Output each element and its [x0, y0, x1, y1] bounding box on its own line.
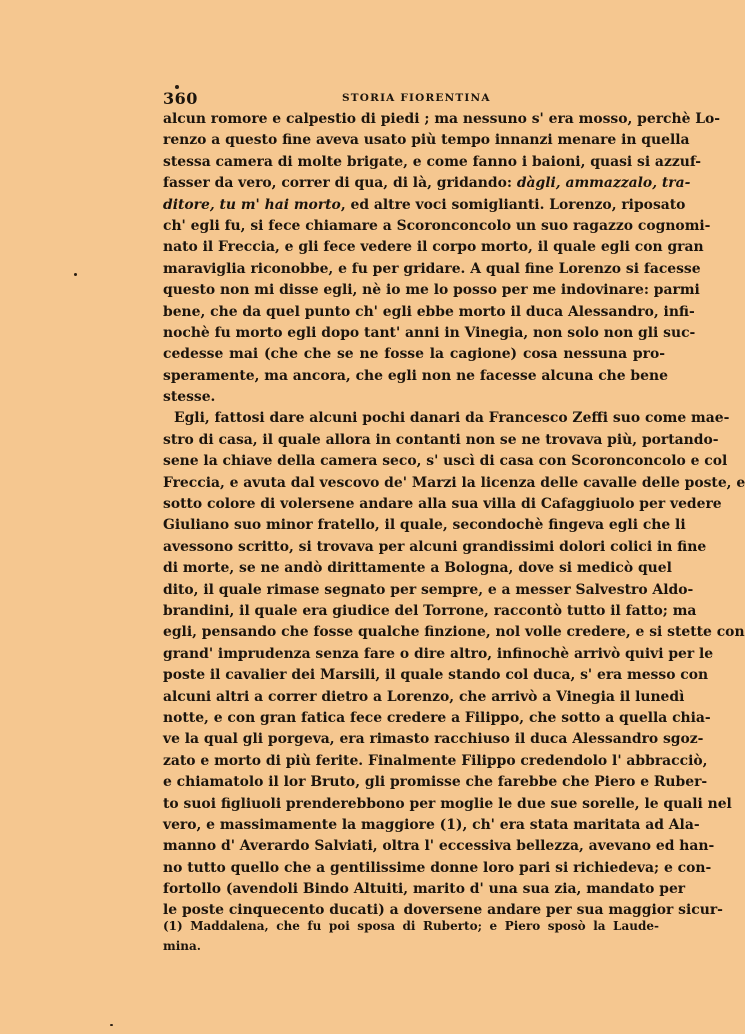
ink-speck [175, 85, 179, 89]
text-line: brandini, il quale era giudice del Torrone, raccontò tutto il fatto; ma [163, 602, 697, 619]
text-line: notte, e con gran fatica fece credere a Filippo, che sotto a quella chia- [163, 709, 711, 726]
text-line: no tutto quello che a gentilissime donne loro pari si richiedeva; e con- [163, 859, 712, 876]
running-head: STORIA FIORENTINA [342, 92, 491, 104]
page-header [163, 89, 664, 109]
text-line-content: ditore, tu m' hai morto, ed altre voci somiglianti. Lorenzo, riposato [163, 196, 686, 213]
text-line [163, 195, 686, 216]
text-line: e chiamatolo il lor Bruto, gli promisse che farebbe che Piero e Ruber- [163, 774, 708, 791]
text-line: sotto colore di volersene andare alla sua villa di Cafaggiuolo per vedere [163, 496, 722, 513]
text-line: stesse. [163, 389, 216, 406]
text-line: Giuliano suo minor fratello, il quale, secondochè fingeva egli che li [163, 517, 686, 534]
text-line: egli, pensando che fosse qualche finzione, nol volle credere, e si stette con [163, 624, 745, 641]
text-line: stessa camera di molte brigate, e come fanno i baioni, quasi si azzuf- [163, 153, 702, 170]
text-line: zato e morto di più ferite. Finalmente Filippo credendolo l' abbracciò, [163, 752, 708, 769]
ink-speck [74, 273, 77, 276]
ink-speck [110, 1024, 113, 1026]
text-line-roman: fasser da vero, correr di qua, di là, gridando: [163, 175, 517, 192]
text-line: dito, il quale rimase segnato per sempre, e a messer Salvestro Aldo- [163, 581, 694, 598]
text-line: manno d' Averardo Salviati, oltra l' eccessiva bellezza, avevano ed han- [163, 838, 715, 855]
text-line: cedesse mai (che che se ne fosse la cagione) cosa nessuna pro- [163, 346, 665, 363]
text-line: renzo a questo fine aveva usato più tempo innanzi menare in quella [163, 132, 690, 149]
text-line: speramente, ma ancora, che egli non ne facesse alcuna che bene [163, 367, 668, 384]
text-line: Freccia, e avuta dal vescovo de' Marzi la licenza delle cavalle delle poste, e [163, 474, 745, 491]
text-line: bene, che da quel punto ch' egli ebbe morto il duca Alessandro, infi- [163, 303, 695, 320]
text-line: alcun romore e calpestio di piedi ; ma nessuno s' era mosso, perchè Lo- [163, 111, 721, 127]
text-line: Egli, fattosi dare alcuni pochi danari da Francesco Zeffi suo come mae- [174, 410, 730, 427]
text-line: nochè fu morto egli dopo tant' anni in Vinegia, non solo non gli suc- [163, 324, 696, 341]
footnote-line: (1) Maddalena, che fu poi sposa di Ruberto; e Piero sposò la Laude- [163, 919, 659, 933]
text-line: grand' imprudenza senza fare o dire altro, infinochè arrivò quivi per le [163, 645, 714, 662]
text-line: ch' egli fu, si fece chiamare a Scoronconcolo un suo ragazzo cognomi- [163, 217, 711, 234]
text-line: ve la qual gli porgeva, era rimasto racchiuso il duca Alessandro sgoz- [163, 731, 704, 748]
footnote [163, 916, 659, 956]
text-line: nato il Freccia, e gli fece vedere il corpo morto, il quale egli con gran [163, 239, 704, 256]
text-line: sene la chiave della camera seco, s' uscì di casa con Scoronconcolo e col [163, 453, 728, 470]
text-line: maraviglia riconobbe, e fu per gridare. A qual fine Lorenzo si facesse [163, 260, 701, 277]
text-line: avessono scritto, si trovava per alcuni grandissimi dolori colici in fine [163, 538, 707, 555]
text-line: to suoi figliuoli prenderebbono per moglie le due sue sorelle, le quali nel [163, 795, 732, 812]
text-line: vero, e massimamente la maggiore (1), ch' era stata maritata ad Ala- [163, 816, 700, 833]
text-line-italic: dàgli, ammazzalo, tra- [516, 175, 691, 192]
text-line: fortollo (avendoli Bindo Altuiti, marito d' una sua zia, mandato per [163, 881, 686, 898]
text-line: di morte, se ne andò dirittamente a Bologna, dove si medicò quel [163, 560, 672, 577]
text-line: poste il cavalier dei Marsili, il quale stando col duca, s' era messo con [163, 667, 709, 684]
page-number: 360 [163, 89, 198, 108]
footnote-line: mina. [163, 939, 201, 953]
text-line: stro di casa, il quale allora in contanti non se ne trovava più, portando- [163, 431, 719, 448]
text-line [163, 173, 691, 194]
text-line: questo non mi disse egli, nè io me lo posso per me indovinare: parmi [163, 282, 700, 299]
text-line: alcuni altri a correr dietro a Lorenzo, che arrivò a Vinegia il lunedì [163, 688, 685, 705]
main-text [163, 109, 745, 922]
text-line: le poste cinquecento ducati) a doversene andare per sua maggior sicur- [163, 902, 723, 919]
